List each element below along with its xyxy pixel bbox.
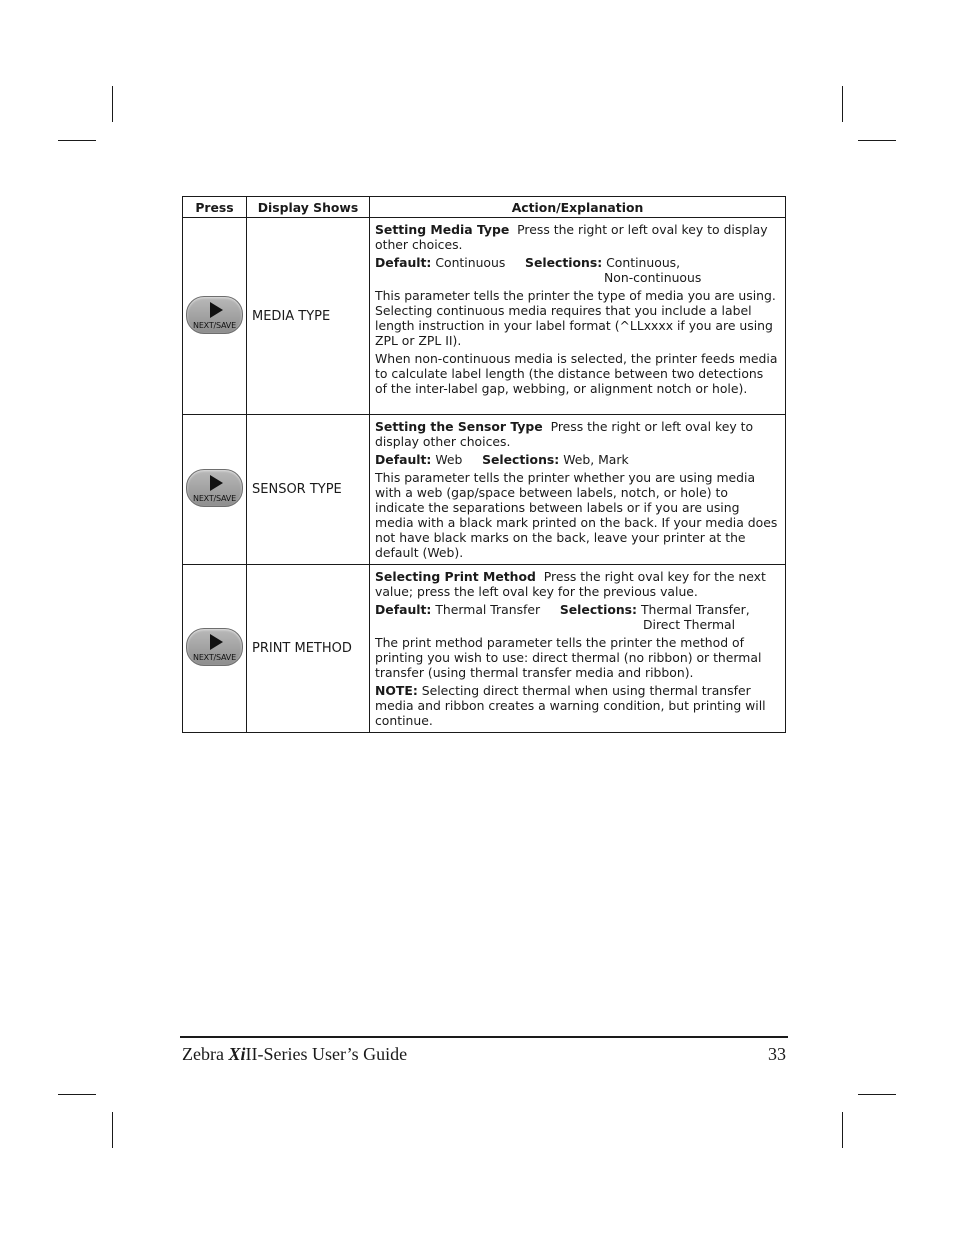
selections-label: Selections: (482, 452, 560, 467)
header-press: Press (183, 197, 247, 218)
crop-mark (858, 140, 896, 141)
setting-heading-text: Press the right oval key for the next value; press the left oval key for the previous value. (375, 569, 766, 599)
key-label: NEXT/SAVE (193, 320, 236, 330)
parameter-table (182, 196, 786, 733)
crop-mark (842, 1112, 843, 1148)
description-paragraph: This parameter tells the printer the type of media you are using. Selecting continuous media requires that you include a label length instruction in your label format (^LLxxxx if you are using ZPL or ZPL II). (375, 288, 776, 348)
header-action-explanation: Action/Explanation (370, 197, 786, 218)
default-value: Web (435, 452, 463, 467)
key-label: NEXT/SAVE (193, 653, 236, 662)
next-save-key[interactable] (186, 296, 243, 334)
selections-label: Selections: (559, 602, 638, 617)
action-cell (370, 565, 786, 733)
crop-mark (112, 1112, 113, 1148)
press-cell (183, 218, 247, 415)
next-save-key[interactable] (186, 469, 243, 507)
setting-heading-line (375, 222, 779, 252)
selections-value: Thermal Transfer, (640, 602, 750, 617)
default-value: Thermal Transfer (435, 602, 541, 617)
footer-xi: Xi (228, 1044, 246, 1064)
selections-value-continued: Non-continuous (604, 270, 702, 285)
footer-rule (180, 1036, 788, 1038)
display-shows-cell: SENSOR TYPE (247, 415, 370, 565)
selections-value: Web, Mark (563, 452, 629, 467)
setting-heading-text: Press the right or left oval key to display other choices. (375, 419, 754, 449)
table-row-sensor-type (183, 415, 786, 565)
footer-suffix: II-Series User’s Guide (245, 1044, 408, 1064)
setting-heading-line (375, 569, 779, 599)
default-selections-line (375, 452, 779, 467)
selections-label: Selections: (525, 255, 603, 270)
selections-value-continued: Direct Thermal (643, 617, 736, 632)
setting-heading-text: Press the right or left oval key to display other choices. (375, 222, 768, 252)
default-label: Default: (375, 255, 432, 270)
default-label: Default: (375, 602, 432, 617)
table-header-row (183, 197, 786, 218)
action-cell (370, 415, 786, 565)
play-arrow-icon (210, 634, 223, 650)
default-selections-line (375, 255, 779, 285)
setting-heading: Setting the Sensor Type (375, 419, 543, 434)
footer-title (182, 1044, 407, 1065)
play-arrow-icon (210, 475, 223, 491)
display-shows-cell: PRINT METHOD (247, 565, 370, 733)
press-cell (183, 415, 247, 565)
default-selections-line (375, 602, 779, 632)
footer-prefix: Zebra (182, 1044, 229, 1064)
default-label: Default: (375, 452, 432, 467)
note-paragraph (375, 683, 779, 728)
note-label: NOTE: (375, 683, 418, 698)
crop-mark (58, 140, 96, 141)
play-arrow-icon (210, 302, 223, 318)
action-cell (370, 218, 786, 415)
page-number: 33 (768, 1044, 786, 1064)
selections-value: Continuous, (606, 255, 681, 270)
display-shows-cell: MEDIA TYPE (247, 218, 370, 415)
key-label: NEXT/SAVE (193, 494, 236, 503)
setting-heading-line (375, 419, 779, 449)
table-row-print-method (183, 565, 786, 733)
header-display-shows: Display Shows (247, 197, 370, 218)
setting-heading: Selecting Print Method (375, 569, 536, 584)
description-paragraph: The print method parameter tells the printer the method of printing you wish to use: direct thermal (no ribbon) or thermal transfer (using thermal transfer media and ribbon). (375, 635, 762, 680)
crop-mark (112, 86, 113, 122)
setting-heading: Setting Media Type (375, 222, 510, 237)
next-save-key[interactable] (186, 628, 243, 666)
note-text: Selecting direct thermal when using thermal transfer media and ribbon creates a warning condition, but printing will continue. (375, 683, 766, 728)
table-row-media-type (183, 218, 786, 415)
press-cell (183, 565, 247, 733)
description-paragraph: When non-continuous media is selected, the printer feeds media to calculate label length (the distance between two detections of the inter-label gap, webbing, or alignment notch or hole). (375, 351, 778, 396)
crop-mark (58, 1094, 96, 1095)
description-paragraph: This parameter tells the printer whether you are using media with a web (gap/space between labels, notch, or hole) to indicate the separations between labels or if you are using media with a black mark printed on the back. If your media does not have black marks on the back, leave your printer at the default (Web). (375, 470, 778, 560)
default-value: Continuous (435, 255, 506, 270)
crop-mark (858, 1094, 896, 1095)
crop-mark (842, 86, 843, 122)
